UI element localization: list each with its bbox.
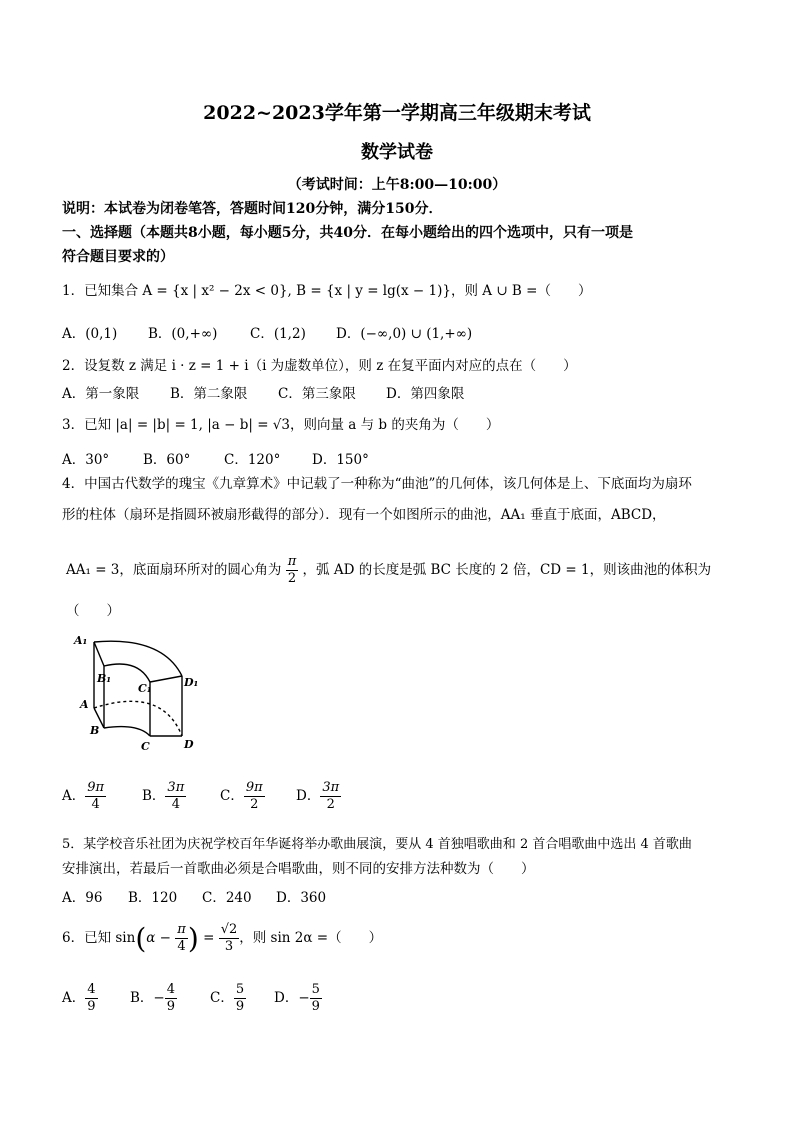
q6-option-b: B．− $\frac{4}{9}$ bbox=[130, 982, 176, 1014]
q5-option-a: A．96 bbox=[62, 890, 103, 906]
q4-line3-start: AA₁ = 3，底面扇环所对的圆心角为 bbox=[66, 562, 282, 578]
label-a: A bbox=[80, 698, 89, 711]
q2-option-c: C．第三象限 bbox=[278, 386, 356, 402]
label-c1: C₁ bbox=[138, 682, 152, 695]
q4-option-d: D． $\frac{3\pi}{2}$ bbox=[296, 780, 340, 812]
q3-option-a: A．30° bbox=[62, 452, 110, 468]
exam-time: （考试时间：上午8:00—10:00） bbox=[287, 177, 507, 193]
q4-line3-end: ，弧 AD 的长度是弧 BC 长度的 2 倍，CD = 1，则该曲池的体积为 bbox=[302, 562, 712, 578]
q3-option-c: C．120° bbox=[224, 452, 281, 468]
q1-stem: 1．已知集合 A = {x | x² − 2x < 0}, B = {x | y = lg(x − 1)}，则 A ∪ B =（ ） bbox=[62, 283, 592, 299]
q6-option-c: C． $\frac{5}{9}$ bbox=[210, 982, 245, 1014]
q1-option-c: C．(1,2) bbox=[250, 326, 306, 342]
q6-stem: 6．已知 sin(α − $\frac{\pi}{4}$ ) = $\frac{√2}{3}$ ，则 sin 2α =（ ） bbox=[62, 922, 383, 955]
q4-line1: 4．中国古代数学的瑰宝《九章算术》中记载了一种称为“曲池”的几何体，该几何体是上、下底面均为扇环 bbox=[62, 476, 692, 492]
label-d: D bbox=[184, 738, 194, 751]
q6-option-a: A． $\frac{4}{9}$ bbox=[62, 982, 96, 1014]
q4-angle-fraction: $\frac{\pi}{2}$ bbox=[287, 554, 297, 586]
exam-title: 2022~2023学年第一学期高三年级期末考试 bbox=[203, 102, 591, 124]
q3-option-b: B．60° bbox=[143, 452, 191, 468]
section-heading-line1: 一、选择题（本题共8小题，每小题5分，共40分．在每小题给出的四个选项中，只有一项是 bbox=[62, 225, 633, 241]
q5-option-d: D．360 bbox=[276, 890, 327, 906]
q1-option-d: D．(−∞,0) ∪ (1,+∞) bbox=[336, 326, 473, 342]
q5-option-b: B．120 bbox=[128, 890, 178, 906]
q2-option-d: D．第四象限 bbox=[386, 386, 465, 402]
q2-option-a: A．第一象限 bbox=[62, 386, 140, 402]
q4-line3 bbox=[66, 552, 711, 588]
q2-option-b: B．第二象限 bbox=[170, 386, 248, 402]
section-heading-line2: 符合题目要求的） bbox=[62, 249, 174, 265]
label-b1: B₁ bbox=[97, 672, 112, 685]
label-a1: A₁ bbox=[74, 634, 88, 647]
q1-option-b: B．(0,+∞) bbox=[148, 326, 218, 342]
q5-option-c: C．240 bbox=[202, 890, 252, 906]
q1-option-a: A．(0,1) bbox=[62, 326, 118, 342]
q3-option-d: D．150° bbox=[312, 452, 369, 468]
q4-option-a: A． $\frac{9\pi}{4}$ bbox=[62, 780, 105, 812]
exam-subtitle: 数学试卷 bbox=[361, 142, 433, 163]
q4-line2: 形的柱体（扇环是指圆环被扇形截得的部分）．现有一个如图所示的曲池，AA₁ 垂直于底面，ABCD， bbox=[62, 507, 666, 523]
q5-line1: 5．某学校音乐社团为庆祝学校百年华诞将举办歌曲展演，要从 4 首独唱歌曲和 2 首合唱歌曲中选出 4 首歌曲 bbox=[62, 837, 692, 852]
q4-blank: （ ） bbox=[66, 603, 120, 619]
label-c: C bbox=[141, 740, 150, 753]
q4-option-b: B． $\frac{3\pi}{4}$ bbox=[142, 780, 185, 812]
instructions: 说明：本试卷为闭卷笔答，答题时间120分钟，满分150分． bbox=[62, 201, 443, 217]
q3-stem: 3．已知 |a| = |b| = 1, |a − b| = √3，则向量 a 与 b 的夹角为（ ） bbox=[62, 417, 500, 433]
label-b: B bbox=[90, 724, 100, 737]
q5-line2: 安排演出，若最后一首歌曲必须是合唱歌曲，则不同的安排方法种数为（ ） bbox=[62, 861, 535, 877]
q6-option-d: D．− $\frac{5}{9}$ bbox=[274, 982, 320, 1014]
q2-stem: 2．设复数 z 满足 i · z = 1 + i（i 为虚数单位），则 z 在复平面内对应的点在（ ） bbox=[62, 358, 577, 374]
label-d1: D₁ bbox=[184, 676, 199, 689]
q4-option-c: C． $\frac{9\pi}{2}$ bbox=[220, 780, 263, 812]
curved-pool-figure bbox=[64, 628, 214, 753]
